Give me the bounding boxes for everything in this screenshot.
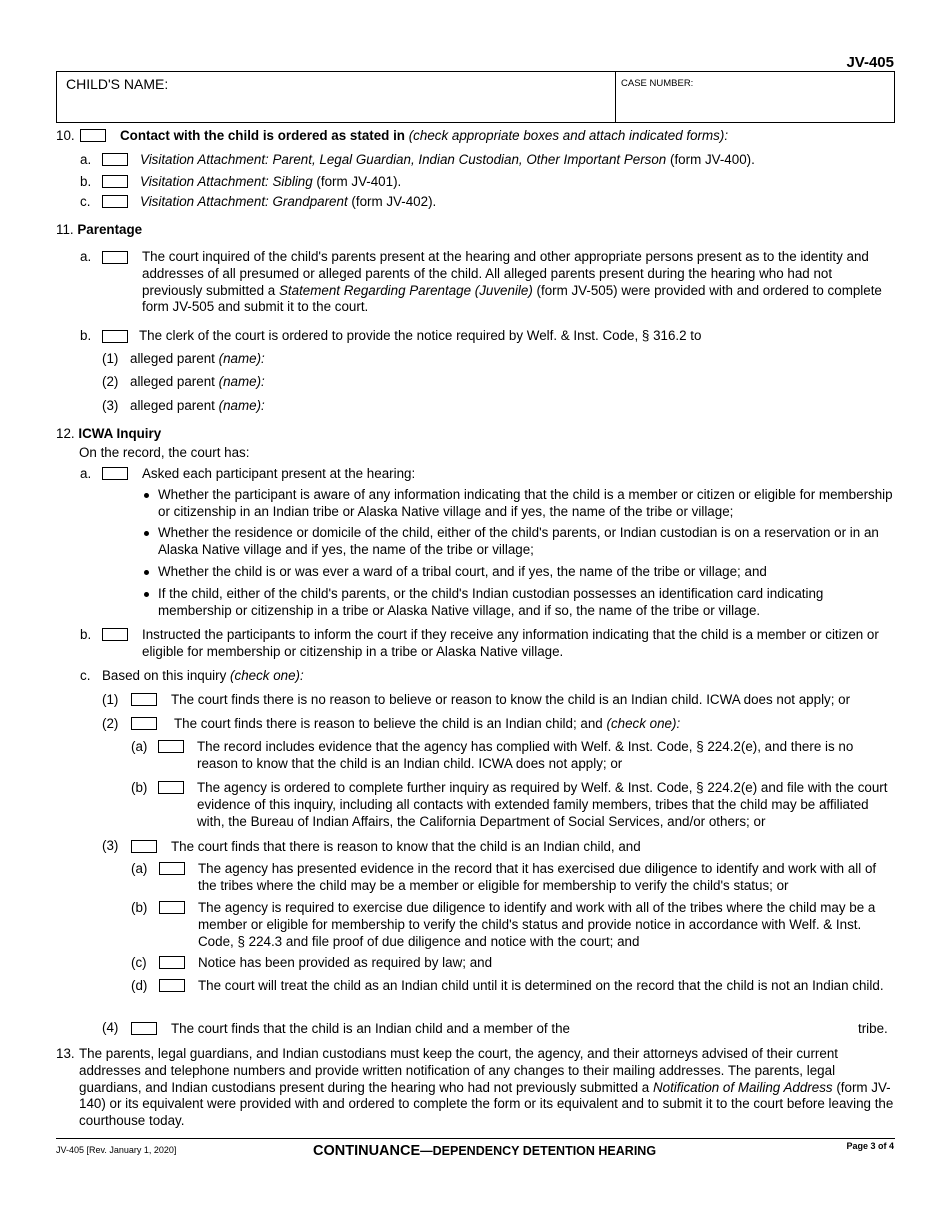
bullet-icon — [144, 592, 149, 597]
item-12c2b-checkbox[interactable] — [158, 781, 184, 794]
parent-2-name-field[interactable] — [278, 372, 878, 390]
form-revision: JV-405 [Rev. January 1, 2020] — [56, 1145, 177, 1155]
case-number-field[interactable] — [618, 92, 892, 120]
item-10a-text: Visitation Attachment: Parent, Legal Guardian, Indian Custodian, Other Important Person (form JV-400). — [140, 152, 755, 167]
item-12c2a-checkbox[interactable] — [158, 740, 184, 753]
item-12-heading: 12. ICWA Inquiry — [56, 426, 162, 441]
inquiry-bullet-4: If the child, either of the child's parents, or the child's Indian custodian possesses an identification card indicating membership or citizenship in a tribe or Alaska Native village, and if so, the name of the tribe or village. — [158, 586, 824, 618]
item-10a-letter: a. — [80, 152, 92, 167]
item-11a-checkbox[interactable] — [102, 251, 128, 264]
item-10b-text: Visitation Attachment: Sibling (form JV-401). — [140, 174, 402, 189]
item-10b-letter: b. — [80, 174, 92, 189]
page-number: Page 3 of 4 — [846, 1141, 894, 1151]
footer-rule — [56, 1138, 895, 1139]
item-10c-text: Visitation Attachment: Grandparent (form JV-402). — [140, 194, 437, 209]
inquiry-bullet-1: Whether the participant is aware of any information indicating that the child is a member or citizen or eligible for membership or citizenship in an Indian tribe or Alaska Native village and if yes, the name of the tribe or village; — [158, 487, 893, 519]
inquiry-bullet-3: Whether the child is or was ever a ward of a tribal court, and if yes, the name of the tribe or village; and — [158, 564, 767, 579]
item-12c1-number: (1) — [102, 692, 119, 707]
item-10-checkbox[interactable] — [80, 129, 106, 142]
item-12c2-number: (2) — [102, 716, 119, 731]
item-12a-text: Asked each participant present at the hearing: — [142, 466, 416, 481]
child-name-label: CHILD'S NAME: — [66, 76, 169, 92]
tribe-name-field[interactable] — [592, 1019, 850, 1037]
bullet-icon — [144, 493, 149, 498]
item-11-heading: 11. Parentage — [56, 222, 143, 237]
item-12c3d-letter: (d) — [131, 978, 148, 993]
bullet-icon — [144, 570, 149, 575]
item-12c3a-letter: (a) — [131, 861, 148, 876]
item-12c3-checkbox[interactable] — [131, 840, 157, 853]
item-12c2-text: The court finds there is reason to believe the child is an Indian child; and (check one): — [174, 716, 681, 731]
parent-3-label: alleged parent (name): — [130, 398, 265, 413]
item-13-text: The parents, legal guardians, and Indian custodians must keep the court, the agency, and their attorneys advised of their current addresses and telephone numbers and provide written notification of any changes to their mailing addresses. The parents, legal guardians, and Indian custodians present during the hearing who had not previously submitted a Notification of Mailing Address (form JV-140) or its equivalent were provided with and ordered to complete the form or its equivalent and to submit it to the court before leaving the courthouse today. — [79, 1046, 894, 1129]
item-12c3c-checkbox[interactable] — [159, 956, 185, 969]
parent-2-label: alleged parent (name): — [130, 374, 265, 389]
header-divider — [615, 71, 616, 123]
item-12c3c-letter: (c) — [131, 955, 147, 970]
item-12c3d-text: The court will treat the child as an Indian child until it is determined on the record that the child is not an Indian child. — [198, 978, 884, 993]
item-11a-letter: a. — [80, 249, 92, 264]
child-name-field[interactable] — [56, 92, 612, 120]
item-12c4-checkbox[interactable] — [131, 1022, 157, 1035]
item-12c1-text: The court finds there is no reason to believe or reason to know the child is an Indian child. ICWA does not apply; or — [171, 692, 851, 707]
item-12a-checkbox[interactable] — [102, 467, 128, 480]
item-12c3-text: The court finds that there is reason to know that the child is an Indian child, and — [171, 839, 641, 854]
item-12c-text: Based on this inquiry (check one): — [102, 668, 304, 683]
item-12c4-end: tribe. — [858, 1021, 888, 1036]
item-12c-letter: c. — [80, 668, 91, 683]
item-12c1-checkbox[interactable] — [131, 693, 157, 706]
item-12b-checkbox[interactable] — [102, 628, 128, 641]
item-12c3a-checkbox[interactable] — [159, 862, 185, 875]
parent-1-number: (1) — [102, 351, 119, 366]
item-11b-checkbox[interactable] — [102, 330, 128, 343]
item-11a-text: The court inquired of the child's parents present at the hearing and other appropriate persons present as to the identity and addresses of all presumed or alleged parents of the child. All alleged parents present during the hearing who had not previously submitted a Statement Regarding Parentage (Juvenile) (form JV-505) were provided with and ordered to complete form JV-505 and submit it to the court. — [142, 249, 882, 315]
item-12c3a-text: The agency has presented evidence in the record that it has exercised due diligence to identify and work with all of the tribes where the child may be a member or eligible for membership to verify the child's status; or — [198, 861, 877, 893]
item-12c4-text: The court finds that the child is an Indian child and a member of the — [171, 1021, 570, 1036]
item-10-number: 10. — [56, 128, 75, 143]
item-12c3d-checkbox[interactable] — [159, 979, 185, 992]
parent-1-name-field[interactable] — [278, 349, 878, 367]
item-10a-checkbox[interactable] — [102, 153, 128, 166]
item-12c3b-checkbox[interactable] — [159, 901, 185, 914]
item-12c2a-text: The record includes evidence that the agency has complied with Welf. & Inst. Code, § 224.2(e), and there is no reason to know that the child is an Indian child. ICWA does not apply; or — [197, 739, 854, 771]
bullet-icon — [144, 531, 149, 536]
item-12c3b-text: The agency is required to exercise due diligence to identify and work with all of the tribes where the child may be a member or eligible for membership to verify the child's status and provide notice in accordance with Welf. & Inst. Code, § 224.3 and file proof of due diligence and notice with the court; and — [198, 900, 876, 949]
item-12c2b-text: The agency is ordered to complete further inquiry as required by Welf. & Inst. Code, § 224.2(e) and file with the court evidence of this inquiry, including all contacts with extended family members, tribes that the child may be affiliated with, the Bureau of Indian Affairs, the California Department of Social Services, and/or others; or — [197, 780, 888, 829]
item-12b-letter: b. — [80, 627, 92, 642]
item-12c4-number: (4) — [102, 1020, 119, 1035]
item-12c2-checkbox[interactable] — [131, 717, 157, 730]
item-10c-checkbox[interactable] — [102, 195, 128, 208]
item-13-number: 13. — [56, 1046, 75, 1061]
item-12c3-number: (3) — [102, 838, 119, 853]
item-12-intro: On the record, the court has: — [79, 445, 250, 460]
item-11b-letter: b. — [80, 328, 92, 343]
parent-2-number: (2) — [102, 374, 119, 389]
case-number-label: CASE NUMBER: — [621, 78, 694, 89]
item-11b-text: The clerk of the court is ordered to provide the notice required by Welf. & Inst. Code, § 316.2 to — [139, 328, 702, 343]
item-10b-checkbox[interactable] — [102, 175, 128, 188]
parent-3-number: (3) — [102, 398, 119, 413]
item-12b-text: Instructed the participants to inform the court if they receive any information indicating that the child is a member or citizen or eligible for membership or citizenship in a tribe or Alaska Native village. — [142, 627, 879, 659]
item-12c3c-text: Notice has been provided as required by law; and — [198, 955, 493, 970]
inquiry-bullet-2: Whether the residence or domicile of the child, either of the child's parents, or Indian custodian is on a reservation or in an Alaska Native village and if yes, the name of the tribe or village; — [158, 525, 879, 557]
item-10c-letter: c. — [80, 194, 91, 209]
item-12c3b-letter: (b) — [131, 900, 148, 915]
item-12a-letter: a. — [80, 466, 92, 481]
parent-1-label: alleged parent (name): — [130, 351, 265, 366]
parent-3-name-field[interactable] — [278, 396, 878, 414]
footer-title: CONTINUANCE—DEPENDENCY DETENTION HEARING — [313, 1143, 657, 1159]
form-number: JV-405 — [846, 54, 894, 71]
item-10-title: Contact with the child is ordered as stated in (check appropriate boxes and attach indicated forms): — [120, 128, 729, 143]
item-12c2a-letter: (a) — [131, 739, 148, 754]
item-12c2b-letter: (b) — [131, 780, 148, 795]
